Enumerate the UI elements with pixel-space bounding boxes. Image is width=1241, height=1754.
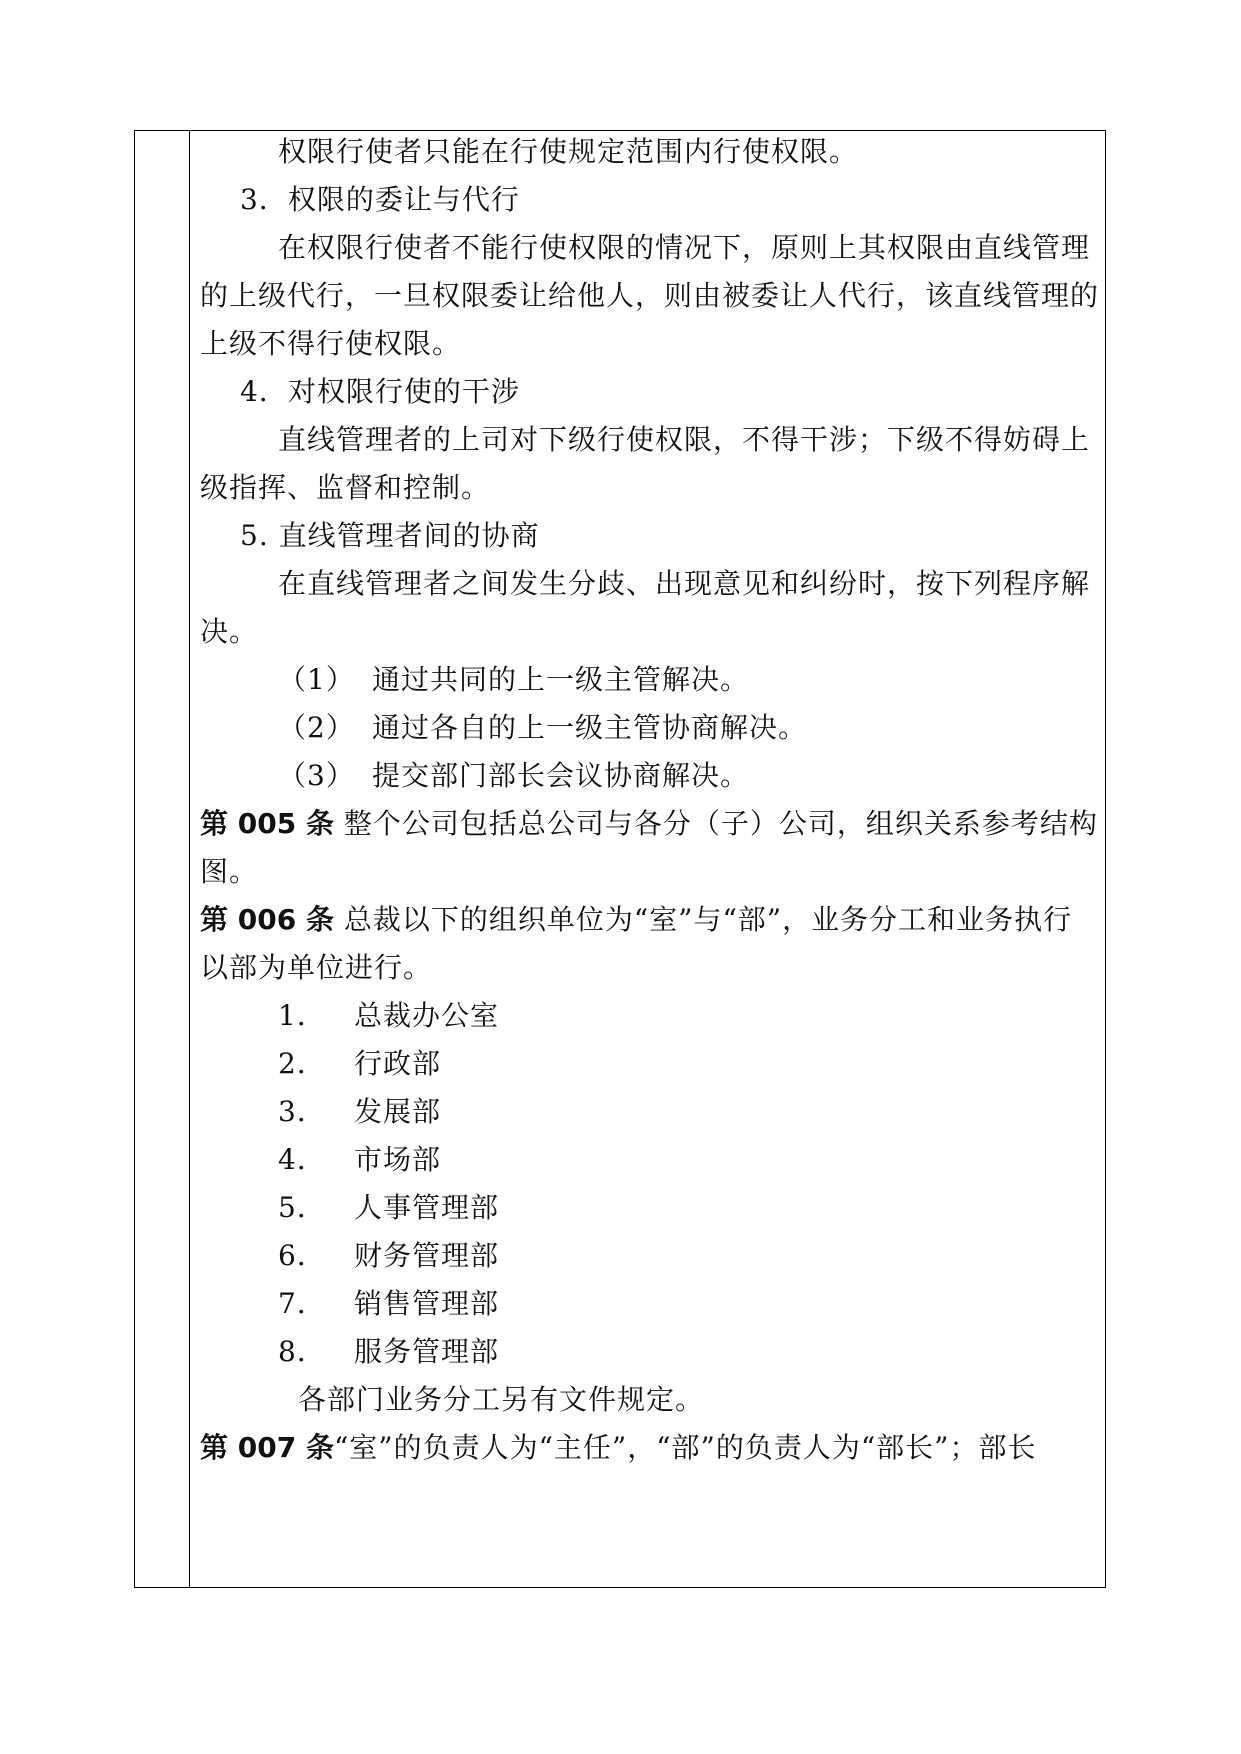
department-number: 8． <box>278 1335 326 1368</box>
department-name: 市场部 <box>354 1143 442 1176</box>
article-text: “室”的负责人为“主任”，“部”的负责人为“部长”；部长 <box>333 1431 1037 1464</box>
paragraph-line: 在直线管理者之间发生分歧、出现意见和纠纷时，按下列程序解 <box>278 567 1091 600</box>
paragraph-line: 直线管理者的上司对下级行使权限，不得干涉；下级不得妨碍上 <box>278 423 1091 456</box>
procedure-number: （2） <box>278 711 355 744</box>
article-006 <box>200 900 1072 940</box>
department-number: 3． <box>278 1095 326 1128</box>
department-name: 财务管理部 <box>354 1239 500 1272</box>
section-heading: 5. 直线管理者间的协商 <box>240 519 540 552</box>
paragraph-line: 上级不得行使权限。 <box>200 327 462 360</box>
department-number: 6． <box>278 1239 326 1272</box>
article-label: 第 006 条 <box>200 903 334 936</box>
paragraph-line: 权限行使者只能在行使规定范围内行使权限。 <box>278 135 859 168</box>
paragraph-line: 以部为单位进行。 <box>200 951 433 984</box>
department-name: 发展部 <box>354 1095 442 1128</box>
section-heading: 4．对权限行使的干涉 <box>240 375 520 408</box>
procedure-text: 提交部门部长会议协商解决。 <box>372 759 750 792</box>
department-name: 人事管理部 <box>354 1191 500 1224</box>
paragraph-line: 在权限行使者不能行使权限的情况下，原则上其权限由直线管理 <box>278 231 1091 264</box>
article-text: 整个公司包括总公司与各分（子）公司，组织关系参考结构 <box>333 807 1098 840</box>
column-divider <box>189 131 190 1587</box>
article-text: 总裁以下的组织单位为“室”与“部”，业务分工和业务执行 <box>333 903 1073 936</box>
article-005 <box>200 804 1098 844</box>
article-label: 第 007 条 <box>200 1431 334 1464</box>
procedure-number: （3） <box>278 759 355 792</box>
department-name: 销售管理部 <box>354 1287 500 1320</box>
paragraph-line: 级指挥、监督和控制。 <box>200 471 491 504</box>
procedure-number: （1） <box>278 663 355 696</box>
procedure-text: 通过共同的上一级主管解决。 <box>372 663 750 696</box>
article-label: 第 005 条 <box>200 807 334 840</box>
procedure-text: 通过各自的上一级主管协商解决。 <box>372 711 808 744</box>
department-number: 1． <box>278 999 326 1032</box>
department-name: 总裁办公室 <box>354 999 500 1032</box>
paragraph-line: 各部门业务分工另有文件规定。 <box>298 1383 705 1416</box>
department-number: 2． <box>278 1047 326 1080</box>
department-name: 行政部 <box>354 1047 442 1080</box>
paragraph-line: 决。 <box>200 615 259 648</box>
paragraph-line: 图。 <box>200 855 259 888</box>
department-name: 服务管理部 <box>354 1335 500 1368</box>
paragraph-line: 的上级代行，一旦权限委让给他人，则由被委让人代行，该直线管理的 <box>200 279 1100 312</box>
article-007 <box>200 1428 1036 1468</box>
department-number: 7． <box>278 1287 326 1320</box>
department-number: 4． <box>278 1143 326 1176</box>
document-content <box>200 130 1100 1588</box>
section-heading: 3．权限的委让与代行 <box>240 183 520 216</box>
department-number: 5． <box>278 1191 326 1224</box>
